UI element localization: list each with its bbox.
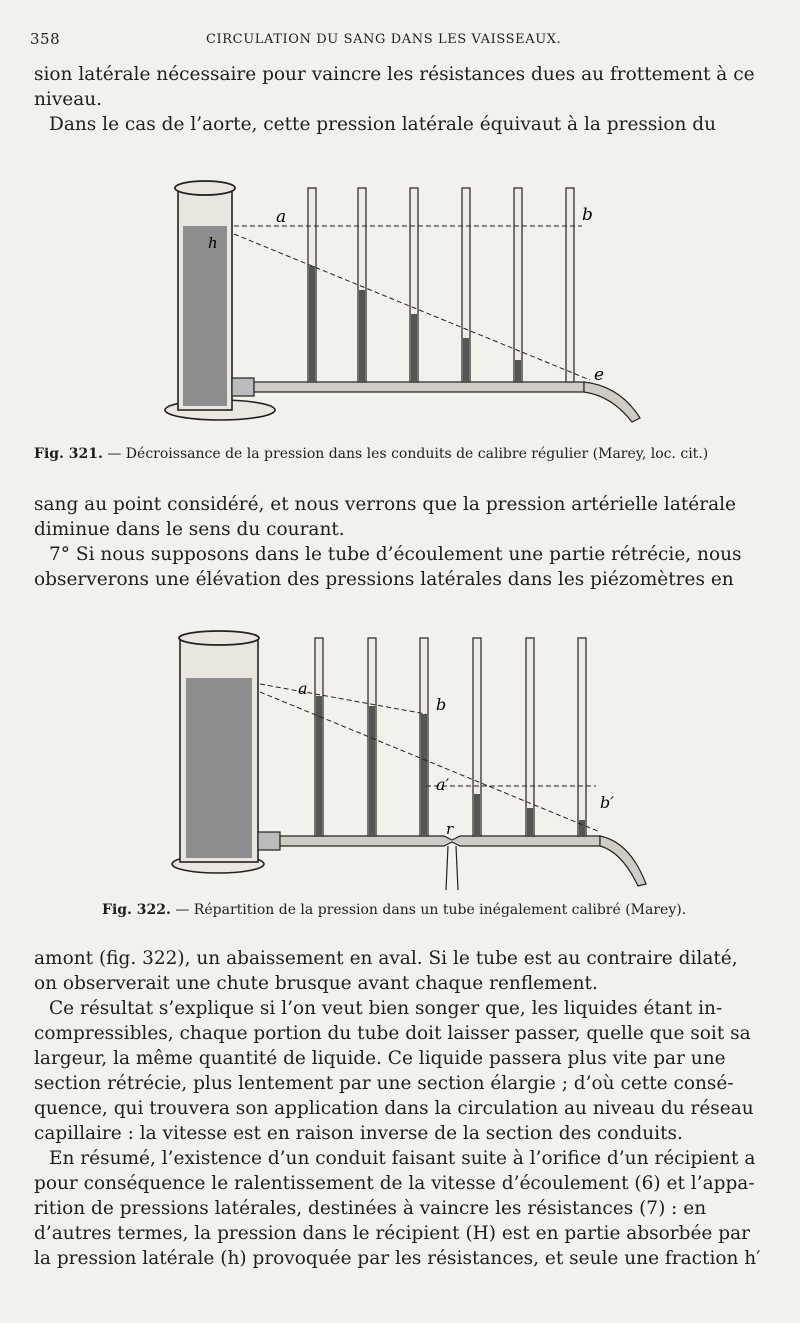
text-line: Ce résultat s’explique si l’on veut bien songer que, les liquides étant in- [49,998,723,1019]
text-line: la pression latérale (h) provoquée par les résistances, et seule une fraction h′ [34,1248,761,1269]
fig321-label-e: e [594,365,605,385]
text-line: section rétrécie, plus lentement par une section élargie ; d’où cette consé- [34,1073,734,1094]
fig322-label-a-prime: a′ [436,775,450,794]
text-line: capillaire : la vitesse est en raison inverse de la section des conduits. [34,1123,683,1144]
text-line: on observerait une chute brusque avant chaque renflement. [34,973,598,994]
text-block-top [34,62,764,137]
text-line: En résumé, l’existence d’un conduit faisant suite à l’orifice d’un récipient a [49,1148,756,1169]
caption-number: Fig. 321. [34,446,103,462]
figure-321-caption [34,446,708,462]
text-line: sang au point considéré, et nous verrons que la pression artérielle latérale [34,494,736,515]
fig321-label-a: a [276,207,287,227]
text-line: observerons une élévation des pressions latérales dans les piézomètres en [34,569,734,590]
text-line: sion latérale nécessaire pour vaincre les résistances dues au frottement à ce [34,64,755,85]
caption-number: Fig. 322. [102,902,171,918]
text-block-middle [34,492,764,592]
fig322-label-b: b [436,695,447,714]
text-line: compressibles, chaque portion du tube doit laisser passer, quelle que soit sa [34,1023,751,1044]
text-line: d’autres termes, la pression dans le récipient (H) est en partie absorbée par [34,1223,750,1244]
text-line: pour conséquence le ralentissement de la vitesse d’écoulement (6) et l’appa- [34,1173,755,1194]
text-line: rition de pressions latérales, destinées à vaincre les résistances (7) : en [34,1198,707,1219]
fig321-label-b: b [582,205,593,225]
text-line: niveau. [34,89,103,110]
running-title: CIRCULATION DU SANG DANS LES VAISSEAUX. [206,32,562,47]
text-line: largeur, la même quantité de liquide. Ce liquide passera plus vite par une [34,1048,726,1069]
figure-321 [150,168,650,440]
fig321-label-h: h [208,234,218,252]
text-line: amont (fig. 322), un abaissement en aval. Si le tube est au contraire dilaté, [34,948,738,969]
fig322-label-r: r [446,820,454,838]
text-line: diminue dans le sens du courant. [34,519,345,540]
figure-322 [160,622,660,894]
figure-322-illustration [160,622,660,894]
fig322-label-a: a [298,679,308,698]
text-line: 7° Si nous supposons dans le tube d’écoulement une partie rétrécie, nous [49,544,742,565]
page-number: 358 [30,30,61,48]
text-line: Dans le cas de l’aorte, cette pression latérale équivaut à la pression du [49,114,717,135]
caption-text: — Décroissance de la pression dans les conduits de calibre régulier (Marey, loc. cit.) [107,446,709,462]
figure-321-illustration [150,168,650,440]
text-block-bottom [34,946,764,1271]
figure-322-caption [102,902,686,918]
text-line: quence, qui trouvera son application dans la circulation au niveau du réseau [34,1098,754,1119]
caption-text: — Répartition de la pression dans un tube inégalement calibré (Marey). [175,902,687,918]
page-header [30,30,770,52]
fig322-label-b-prime: b′ [600,793,614,812]
